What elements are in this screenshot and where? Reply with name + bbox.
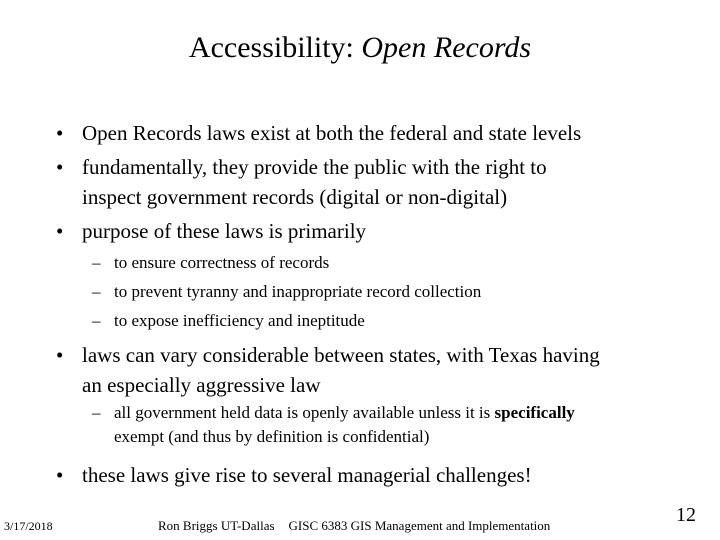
page-number: 12 <box>676 504 696 526</box>
footer-date: 3/17/2018 <box>4 519 53 533</box>
sub-bullet-text: to expose inefficiency and ineptitude <box>114 311 365 330</box>
slide-title <box>0 28 720 68</box>
title-prefix: Accessibility: <box>188 31 362 64</box>
sub-bullet-marker: – <box>92 282 101 301</box>
sub-bullet-text-bold: specifically <box>494 403 575 422</box>
sub-bullet-text-line1 <box>114 401 692 425</box>
title-emphasis: Open Records <box>361 31 532 64</box>
bullet-text: Open Records laws exist at both the federal and state levels <box>82 121 582 145</box>
sub-bullet-tyranny <box>92 280 692 304</box>
bullet-fundamentally <box>56 152 696 212</box>
sub-bullet-marker: – <box>92 253 101 272</box>
bullet-text-line2: an especially aggressive law <box>82 373 321 397</box>
footer-author: Ron Briggs UT-Dallas <box>158 518 275 533</box>
bullet-text-line1: fundamentally, they provide the public with the right to <box>82 155 547 179</box>
sub-bullet-marker: – <box>92 403 101 422</box>
sub-bullet-marker: – <box>92 311 101 330</box>
sub-bullet-inefficiency <box>92 309 692 333</box>
bullet-marker: • <box>56 463 64 487</box>
sub-bullet-text-plain: all government held data is openly available unless it is <box>114 403 495 422</box>
footer-center <box>158 518 550 534</box>
sub-bullet-correctness <box>92 251 692 275</box>
sub-bullet-text-line2: exempt (and thus by definition is confidential) <box>114 427 430 446</box>
bullet-text-line2: inspect government records (digital or non-digital) <box>82 185 508 209</box>
bullet-marker: • <box>56 343 64 367</box>
bullet-text: these laws give rise to several managerial challenges! <box>82 463 532 487</box>
bullet-open-records-laws <box>56 118 696 148</box>
bullet-managerial-challenges <box>56 460 696 490</box>
bullet-text: purpose of these laws is primarily <box>82 219 367 243</box>
bullet-marker: • <box>56 121 64 145</box>
bullet-text-line1: laws can vary considerable between states, with Texas having <box>82 343 600 367</box>
sub-bullet-text: to prevent tyranny and inappropriate record collection <box>114 282 482 301</box>
bullet-purpose <box>56 216 696 246</box>
sub-bullet-government-data <box>92 401 692 449</box>
bullet-marker: • <box>56 219 64 243</box>
footer-course: GISC 6383 GIS Management and Implementation <box>288 518 551 533</box>
sub-bullet-text: to ensure correctness of records <box>114 253 330 272</box>
bullet-marker: • <box>56 155 64 179</box>
bullet-laws-vary <box>56 340 696 400</box>
